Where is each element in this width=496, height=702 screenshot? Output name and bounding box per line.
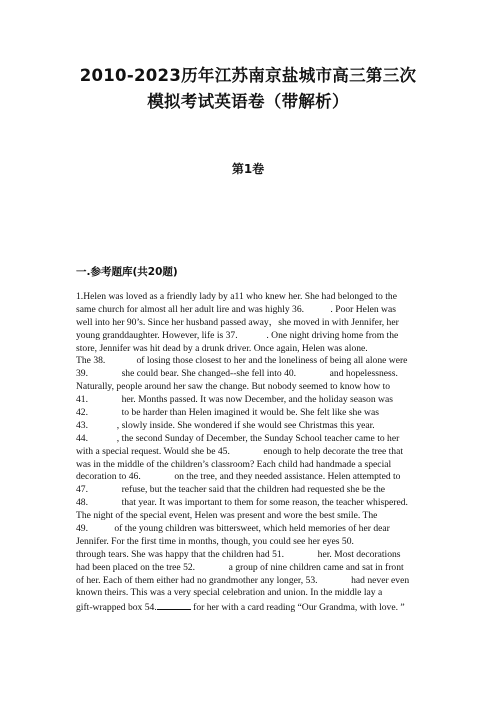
document-title-line-1: 2010-2023历年江苏南京盐城市高三第三次 — [79, 66, 417, 85]
passage-line: of her. Each of them either had no grandmother any longer, 53. had never even — [76, 574, 410, 586]
passage-line: 39. she could bear. She changed--she fell into 40. and hopelessness. — [76, 368, 398, 380]
passage-line-last — [76, 600, 448, 613]
passage — [76, 291, 448, 613]
passage-line: 1.Helen was loved as a friendly lady by a11 who knew her. She had belonged to the — [76, 291, 397, 302]
passage-line: 48. that year. It was important to them for some reason, the teacher whispered. — [76, 497, 408, 509]
passage-line: 41. her. Months passed. It was now December, and the holiday season was — [76, 394, 393, 406]
passage-line: with a special request. Would she be 45. enough to help decorate the tree that — [76, 445, 404, 457]
passage-line: through tears. She was happy that the children had 51. her. Most decorations — [76, 548, 401, 560]
passage-line: known theirs. This was a very special celebration and union. In the middle lay a — [76, 587, 383, 599]
passage-line: The 38. of losing those closest to her and the loneliness of being all alone were — [76, 355, 408, 367]
passage-line: 44. , the second Sunday of December, the Sunday School teacher came to her — [76, 432, 400, 444]
passage-line: 43. , slowly inside. She wondered if she would see Christmas this year. — [76, 419, 375, 431]
section-label: 第1卷 — [231, 162, 265, 176]
document-title-line-2: 模拟考试英语卷（带解析） — [147, 92, 349, 111]
passage-line: was in the middle of the children’s classroom? Each child had handmade a special — [76, 458, 392, 470]
passage-line: well into her 90’s. Since her husband passed away，she moved in with Jennifer, her — [76, 316, 399, 328]
passage-line: Jennifer. For the first time in months, though, you could see her eyes 50. — [76, 535, 354, 547]
passage-line-text: gift-wrapped box 54. — [76, 602, 157, 614]
answer-blank-underline — [157, 600, 191, 610]
passage-line: 42. to be harder than Helen imagined it would be. She felt like she was — [76, 407, 379, 419]
passage-line-text: for her with a card reading “Our Grandma, with love. ” — [190, 602, 405, 614]
passage-line: 49. of the young children was bittersweet, which held memories of her dear — [76, 523, 390, 535]
passage-line: same church for almost all her adult lire and was highly 36. . Poor Helen was — [76, 303, 396, 315]
passage-line: The night of the special event, Helen was present and wore the best smile. The — [76, 510, 378, 522]
passage-line: 47. refuse, but the teacher said that the children had requested she be the — [76, 484, 386, 496]
passage-line: had been placed on the tree 52. a group of nine children came and sat in front — [76, 561, 404, 573]
part-heading: 一.参考题库(共20题) — [76, 266, 178, 278]
passage-line: Naturally, people around her saw the change. But nobody seemed to know how to — [76, 381, 391, 393]
passage-line: young granddaughter. However, life is 37. . One night driving home from the — [76, 329, 399, 341]
passage-line: store, Jennifer was hit dead by a drunk driver. Once again, Helen was alone. — [76, 342, 368, 354]
passage-line: decoration to 46. on the tree, and they needed assistance. Helen attempted to — [76, 471, 401, 483]
